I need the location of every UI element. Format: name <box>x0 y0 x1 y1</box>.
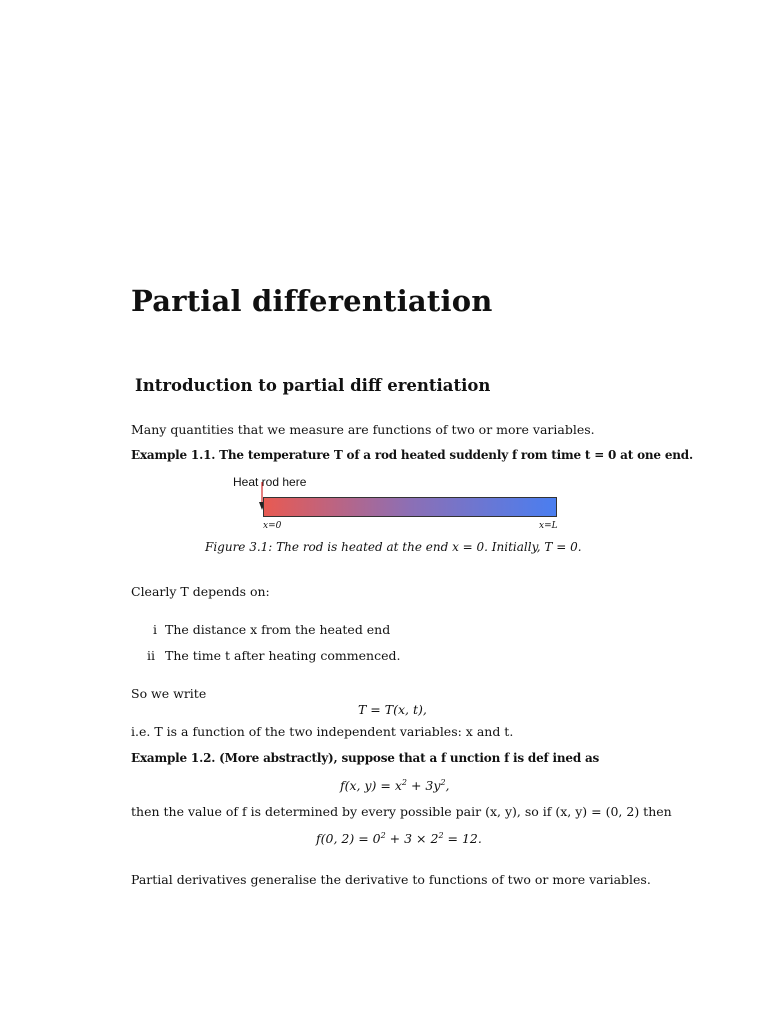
equation-t: T = T(x, t), <box>358 702 427 717</box>
equation-value-lhs: f(0, 2) = 0 <box>316 831 381 846</box>
then-paragraph: then the value of f is determined by every possible pair (x, y), so if (x, y) = (0, 2) then <box>131 804 672 819</box>
depends-paragraph: Clearly T depends on: <box>131 584 270 599</box>
exponent: 2 <box>401 777 408 787</box>
list-item-number: ii <box>147 648 155 663</box>
example-1-1: Example 1.1. The temperature T of a rod heated suddenly f rom time t = 0 at one end. <box>131 448 693 462</box>
ie-paragraph: i.e. T is a function of the two independent variables: x and t. <box>131 724 514 739</box>
chapter-title: Partial differentiation <box>131 284 493 318</box>
rod-right-end-label: x=L <box>539 521 558 531</box>
heated-rod <box>263 497 557 517</box>
equation-f-end: , <box>445 778 450 793</box>
exponent: 2 <box>380 830 386 840</box>
closing-paragraph: Partial derivatives generalise the derivative to functions of two or more variables. <box>131 872 651 887</box>
equation-f <box>340 777 450 793</box>
equation-value-mid: + 3 × 2 <box>385 831 439 846</box>
equation-f-value <box>316 830 482 846</box>
so-we-write: So we write <box>131 686 207 701</box>
equation-value-end: = 12. <box>443 831 482 846</box>
heat-label: Heat rod here <box>233 475 307 489</box>
intro-paragraph: Many quantities that we measure are functions of two or more variables. <box>131 422 595 437</box>
list-item-number: i <box>153 622 157 637</box>
figure-caption: Figure 3.1: The rod is heated at the end x = 0. Initially, T = 0. <box>205 540 582 554</box>
list-item: The distance x from the heated end <box>165 622 391 637</box>
example-1-2: Example 1.2. (More abstractly), suppose that a f unction f is def ined as <box>131 751 600 765</box>
rod-left-end-label: x=0 <box>263 521 282 531</box>
exponent: 2 <box>440 777 446 787</box>
equation-f-lhs: f(x, y) = x <box>340 778 402 793</box>
equation-f-mid: + 3y <box>407 778 441 793</box>
list-item: The time t after heating commenced. <box>165 648 401 663</box>
section-title: Introduction to partial diff erentiation <box>135 376 491 395</box>
exponent: 2 <box>438 830 444 840</box>
